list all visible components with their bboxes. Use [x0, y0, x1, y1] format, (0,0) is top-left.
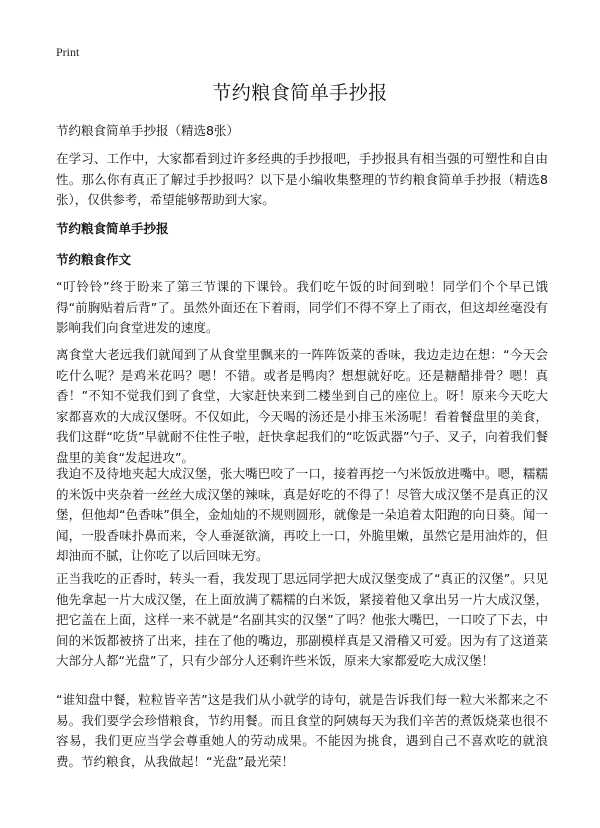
essay-paragraph-4: 正当我吃的正香时，转头一看，我发现丁思远同学把大成汉堡变成了“真正的汉堡”。只见他先拿起一片大成汉堡，在上面放满了糯糯的白米饭，紧接着他又拿出另一片大成汉堡，把它盖在上面，这样一来不就是“名副其实的汉堡”了吗？他张大嘴巴，一口咬了下去，中间的米饭都被挤了出来，挂在了他的嘴边，那副模样真是又滑稽又可爱。因为有了这道菜大部分人都“光盘”了，只有少部分人还剩许些米饭，原来大家都爱吃大成汉堡！ — [56, 571, 548, 668]
section-heading: 节约粮食简单手抄报 — [56, 221, 169, 236]
essay-paragraph-5: “谁知盘中餐，粒粒皆辛苦”这是我们从小就学的诗句，就是告诉我们每一粒大米都来之不易。我们要学会珍惜粮食，节约用餐。而且食堂的阿姨每天为我们辛苦的煮饭烧菜也很不容易，我们更应当学会尊重她人的劳动成果。不能因为挑食，遇到自己不喜欢吃的就浪费。节约粮食，从我做起！“光盘”最光荣！ — [56, 692, 548, 769]
essay-paragraph-3: 我迫不及待地夹起大成汉堡，张大嘴巴咬了一口，接着再挖一勺米饭放进嘴中。嗯，糯糯的米饭中夹杂着一丝丝大成汉堡的辣味，真是好吃的不得了！尽管大成汉堡不是真正的汉堡，但他却“色香味”俱全，金灿灿的不规则圆形，就像是一朵追着太阳跑的向日葵。闻一闻，一股香味扑鼻而来，令人垂涎欲滴，再咬上一口，外脆里嫩，虽然它是用油炸的，但却油而不腻，让你吃了以后回味无穷。 — [56, 466, 548, 563]
essay-paragraph-2: 离食堂大老远我们就闻到了从食堂里飘来的一阵阵饭菜的香味，我边走边在想：“今天会吃什么呢？是鸡米花吗？嗯！不错。或者是鸭肉？想想就好吃。还是糖醋排骨？嗯！真香！”不知不觉我们到了食堂，大家赶快来到二楼坐到自己的座位上。呀！原来今天吃大家都喜欢的大成汉堡呀。不仅如此，今天喝的汤还是小排玉米汤呢！看着餐盘里的美食，我们这群“吃货”早就耐不住性子啦，赶快拿起我们的“吃饭武器”勺子、叉子，向着我们餐盘里的美食“发起进攻”。 — [56, 347, 548, 465]
intro-paragraph: 在学习、工作中，大家都看到过许多经典的手抄报吧，手抄报具有相当强的可塑性和自由性。那么你有真正了解过手抄报吗？以下是小编收集整理的节约粮食简单手抄报（精选8张），仅供参考，希望能够帮助到大家。 — [56, 151, 548, 207]
page-title: 节约粮食简单手抄报 — [212, 82, 388, 104]
essay-heading: 节约粮食作文 — [56, 252, 132, 267]
print-label[interactable]: Print — [56, 45, 80, 59]
essay-paragraph-1: “叮铃铃”终于盼来了第三节课的下课铃。我们吃午饭的时间到啦！同学们个个早已饿得“前胸贴着后背”了。虽然外面还在下着雨，同学们不得不穿上了雨衣，但这却丝毫没有影响我们向食堂进发的速度。 — [56, 279, 548, 335]
subtitle: 节约粮食简单手抄报（精选8张） — [56, 123, 239, 138]
